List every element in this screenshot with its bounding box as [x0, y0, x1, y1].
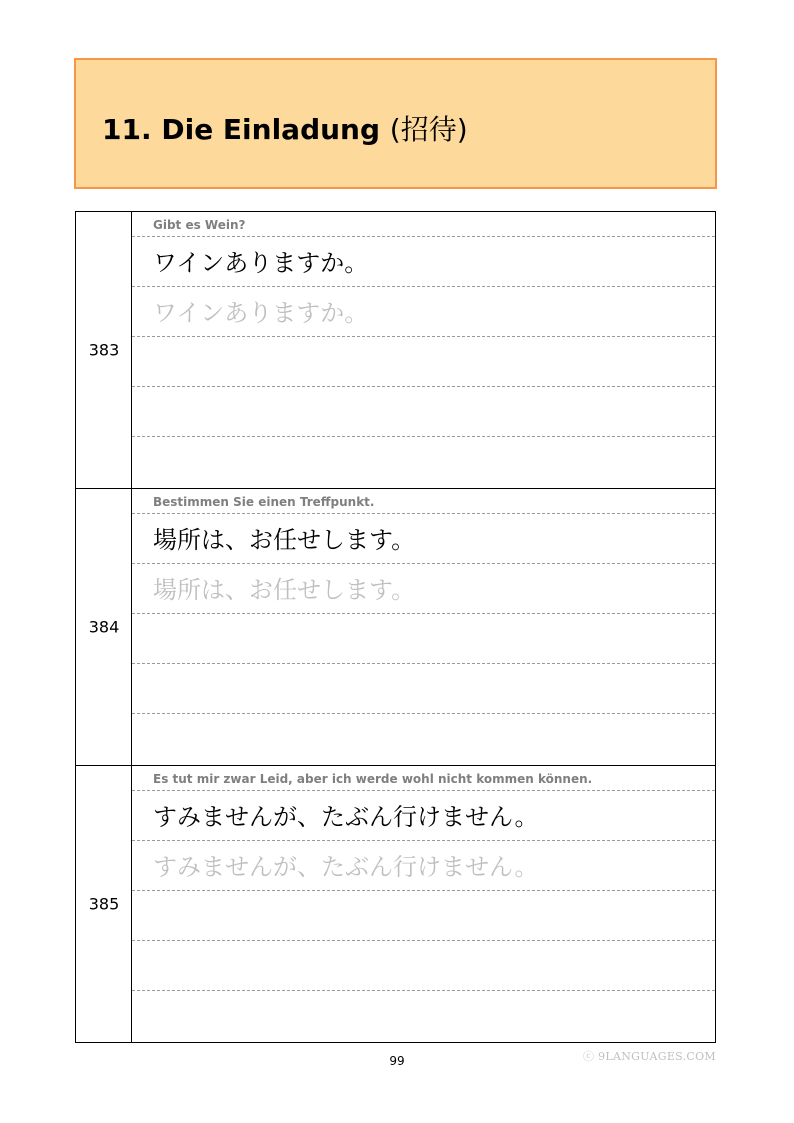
german-sentence: Es tut mir zwar Leid, aber ich werde wohl nicht kommen können.	[132, 766, 715, 791]
entry-number-cell	[76, 489, 132, 765]
practice-entry	[75, 488, 716, 765]
page-number: 99	[389, 1054, 405, 1068]
blank-writing-line[interactable]	[132, 337, 715, 387]
writing-lines	[132, 489, 715, 765]
blank-writing-line[interactable]	[132, 387, 715, 437]
blank-writing-line[interactable]	[132, 664, 715, 714]
blank-writing-line[interactable]	[132, 614, 715, 664]
lesson-title-japanese: (招待)	[389, 113, 468, 146]
lesson-title-box	[74, 58, 717, 189]
entry-number-cell	[76, 212, 132, 488]
blank-writing-line[interactable]	[132, 714, 715, 764]
entry-number: 383	[88, 340, 120, 360]
entry-number: 384	[88, 617, 120, 637]
trace-sentence: 場所は、お任せします。	[132, 564, 715, 614]
copyright-notice: ⓒ 9LANGUAGES.COM	[583, 1050, 716, 1063]
entry-number: 385	[88, 894, 120, 914]
japanese-sentence: すみませんが、たぶん行けません。	[132, 791, 715, 841]
lesson-title-text: 11. Die Einladung	[102, 113, 381, 146]
japanese-sentence: 場所は、お任せします。	[132, 514, 715, 564]
german-sentence: Gibt es Wein?	[132, 212, 715, 237]
blank-writing-line[interactable]	[132, 991, 715, 1041]
writing-lines	[132, 766, 715, 1042]
practice-entry	[75, 765, 716, 1043]
german-sentence: Bestimmen Sie einen Treffpunkt.	[132, 489, 715, 514]
entry-number-cell	[76, 766, 132, 1042]
practice-entry	[75, 211, 716, 488]
trace-sentence: すみませんが、たぶん行けません。	[132, 841, 715, 891]
trace-sentence: ワインありますか。	[132, 287, 715, 337]
writing-lines	[132, 212, 715, 488]
blank-writing-line[interactable]	[132, 891, 715, 941]
blank-writing-line[interactable]	[132, 941, 715, 991]
japanese-sentence: ワインありますか。	[132, 237, 715, 287]
practice-sheet	[75, 211, 716, 1043]
blank-writing-line[interactable]	[132, 437, 715, 487]
lesson-title	[102, 108, 468, 148]
